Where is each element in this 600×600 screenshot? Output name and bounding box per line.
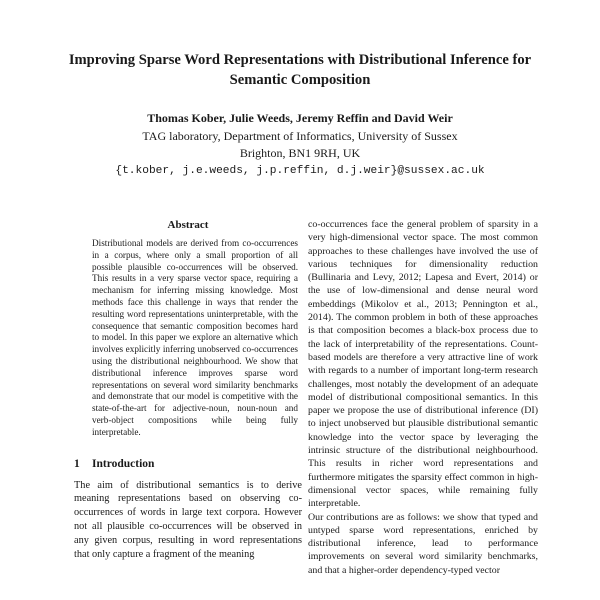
body-paragraph-1: co-occurrences face the general problem of sparsity in a very high-dimensional vector space. The most common approaches to these challenges have involved the use of various techniques for dimensionality reduction (Bullinaria and Levy, 2012; Lapesa and Evert, 2014) or the use of low-dimensional and dense neural word embeddings (Mikolov et al., 2013; Pennington et al., 2014). The common problem in both of these approaches is that composition becomes a black-box process due to the lack of interpretability of the representations. Count-based models are therefore a very attractive line of work with regards to a number of important long-term research challenges, most notably the development of an adequate model of distributional compositional semantics. In this paper we propose the use of distributional inference (DI) to inject unobserved but plausible distributional semantic knowledge into the vector space by leveraging the intrinsic structure of the distributional neighbourhood. This results in richer word representations and furthermore mitigates the sparsity effect common in high-dimensional vector spaces, while remaining fully interpretable. [308,219,538,510]
section-heading-introduction [74,457,302,471]
affiliation: TAG laboratory, Department of Informatics, University of Sussex [142,128,458,143]
abstract-text: Distributional models are derived from co-occurrences in a corpus, where only a small proportion of all possible plausible co-occurrences will be observed. This results in a very sparse vector space, requiring a mechanism for inferring missing knowledge. Most methods face this challenge in ways that render the resulting word representations uninterpretable, with the consequence that semantic composition becomes hard to model. In this paper we explore an alternative which involves explicitly inferring unobserved co-occurrences using the distributional neighbourhood. We show that distributional inference improves sparse word representations on several word similarity benchmarks and demonstrate that our model is competitive with the state-of-the-art for adjective-noun, noun-noun and verb-object compositions while being fully interpretable. [92,238,298,437]
left-column [74,218,302,572]
abstract-heading: Abstract [167,219,209,231]
section-title: Introduction [92,457,155,470]
author-names: Thomas Kober, Julie Weeds, Jeremy Reffin and David Weir [147,111,453,125]
introduction-text: The aim of distributional semantics is to derive meaning representations based on observing co-occurrences of words in large text corpora. However not all plausible co-occurrences will be observed in any given corpus, resulting in word representations that only capture a fragment of the meaning [74,479,302,561]
author-block [60,110,540,180]
body-paragraph-2: Our contributions are as follows: we show that typed and untyped sparse word representations, enriched by distributional inference, lead to performance improvements on several word similarity benchmarks, and that a higher-order dependency-typed vector [308,511,538,576]
right-column [308,218,538,577]
paper-title: Improving Sparse Word Representations with Distributional Inference for Semantic Composition [68,52,532,88]
author-emails: {t.kober, j.e.weeds, j.p.reffin, d.j.weir}@sussex.ac.uk [115,164,485,177]
location: Brighton, BN1 9RH, UK [239,146,361,160]
section-number: 1 [74,457,80,470]
